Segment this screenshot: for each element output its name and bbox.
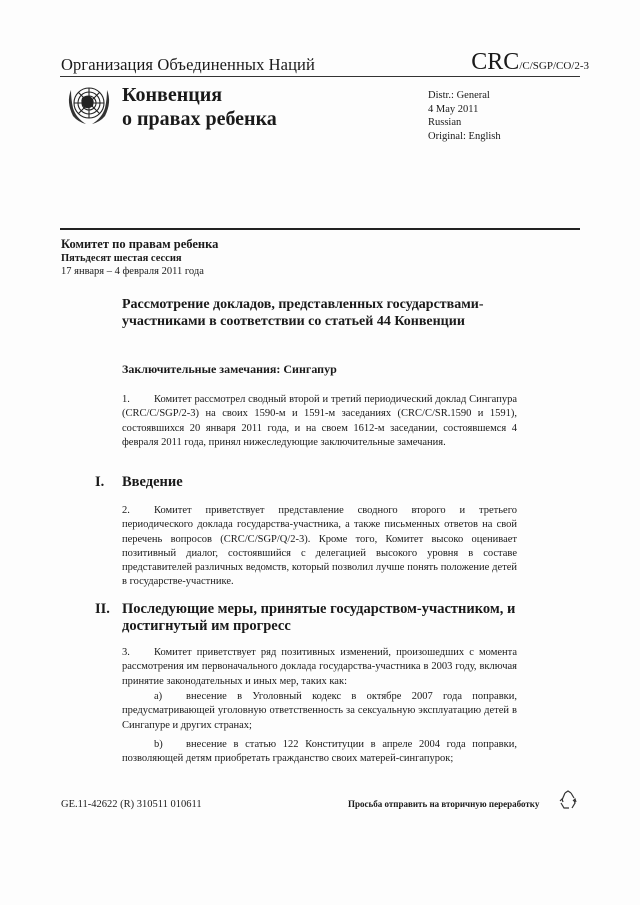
paragraph-3 xyxy=(122,646,517,689)
document-subtitle: Заключительные замечания: Сингапур xyxy=(122,362,337,376)
section-number: II. xyxy=(95,601,110,617)
recycle-note: Просьба отправить на вторичную переработку xyxy=(348,799,540,809)
section-heading-1 xyxy=(95,474,183,491)
document-symbol xyxy=(471,49,589,76)
section-title: Последующие меры, принятые государством-участником, и достигнутый им прогресс xyxy=(122,601,516,634)
subitem-b xyxy=(122,738,517,767)
convention-title xyxy=(122,83,277,131)
section-title: Введение xyxy=(122,474,183,490)
un-emblem-icon xyxy=(62,80,116,130)
section-number: I. xyxy=(95,474,105,490)
symbol-main: CRC xyxy=(471,49,520,75)
distr-type: Distr.: General xyxy=(428,90,490,101)
convention-title-line1: Конвенция xyxy=(122,84,223,106)
paragraph-text: Комитет рассмотрел сводный второй и третий периодический доклад Сингапура (CRC/C/SGP/2-3) на своих 1590-м и 1591-м заседаниях (CRC/C/SR.1590 и 1591), состоявшихся 20 января 2011 года, и на своем 1612-м заседании, состоявшемся 4 февраля 2011 года, принял нижеследующие заключительные замечания. xyxy=(122,394,517,448)
subitem-text: внесение в статью 122 Конституции в апреле 2004 года поправки, позволяющей детям приобретать гражданство своих матерей-сингапурок; xyxy=(122,739,517,765)
paragraph-2 xyxy=(122,504,517,590)
document-title: Рассмотрение докладов, представленных государствами-участниками в соответствии со статьей 44 Конвенции xyxy=(122,297,484,329)
paragraph-text: Комитет приветствует ряд позитивных изменений, произошедших с момента рассмотрения им первоначального доклада государства-участника в 2003 году, включая принятие законодательных и иных мер, таких как: xyxy=(122,647,517,687)
subitem-a xyxy=(122,690,517,733)
paragraph-number: 3. xyxy=(122,647,130,658)
committee-name: Комитет по правам ребенка xyxy=(61,237,219,251)
session-dates: 17 января – 4 февраля 2011 года xyxy=(61,266,204,277)
organization-name: Организация Объединенных Наций xyxy=(61,55,315,74)
header-rule xyxy=(60,76,580,77)
symbol-sub: /C/SGP/CO/2-3 xyxy=(519,60,589,72)
recycle-icon xyxy=(557,789,579,811)
paragraph-number: 2. xyxy=(122,505,130,516)
distr-language: Russian xyxy=(428,117,462,128)
convention-title-line2: о правах ребенка xyxy=(122,108,277,130)
section-rule xyxy=(60,228,580,230)
subitem-label: b) xyxy=(154,739,163,750)
distribution-block xyxy=(428,89,501,143)
paragraph-number: 1. xyxy=(122,394,130,405)
subitem-text: внесение в Уголовный кодекс в октябре 2007 года поправки, предусматривающей уголовную ответственность за сексуальную эксплуатацию детей в Сингапуре и других странах; xyxy=(122,691,517,731)
distr-date: 4 May 2011 xyxy=(428,103,479,115)
session-name: Пятьдесят шестая сессия xyxy=(61,253,182,264)
paragraph-1 xyxy=(122,393,517,450)
section-heading-2 xyxy=(95,601,535,635)
footer-document-code: GE.11-42622 (R) 310511 010611 xyxy=(61,799,202,810)
subitem-label: a) xyxy=(154,691,163,702)
paragraph-text: Комитет приветствует представление сводного второго и третьего периодического доклада государства-участника, а также письменных ответов на свой перечень вопросов (CRC/C/SGP/Q/2-3). Кроме того, Комитет высоко оценивает позитивный диалог, состоявшийся с делегацией высокого уровня в составе представителей различных ведомств, который позволил лучше понять положение детей в государстве-участнике. xyxy=(122,505,517,588)
distr-original: Original: English xyxy=(428,130,501,142)
